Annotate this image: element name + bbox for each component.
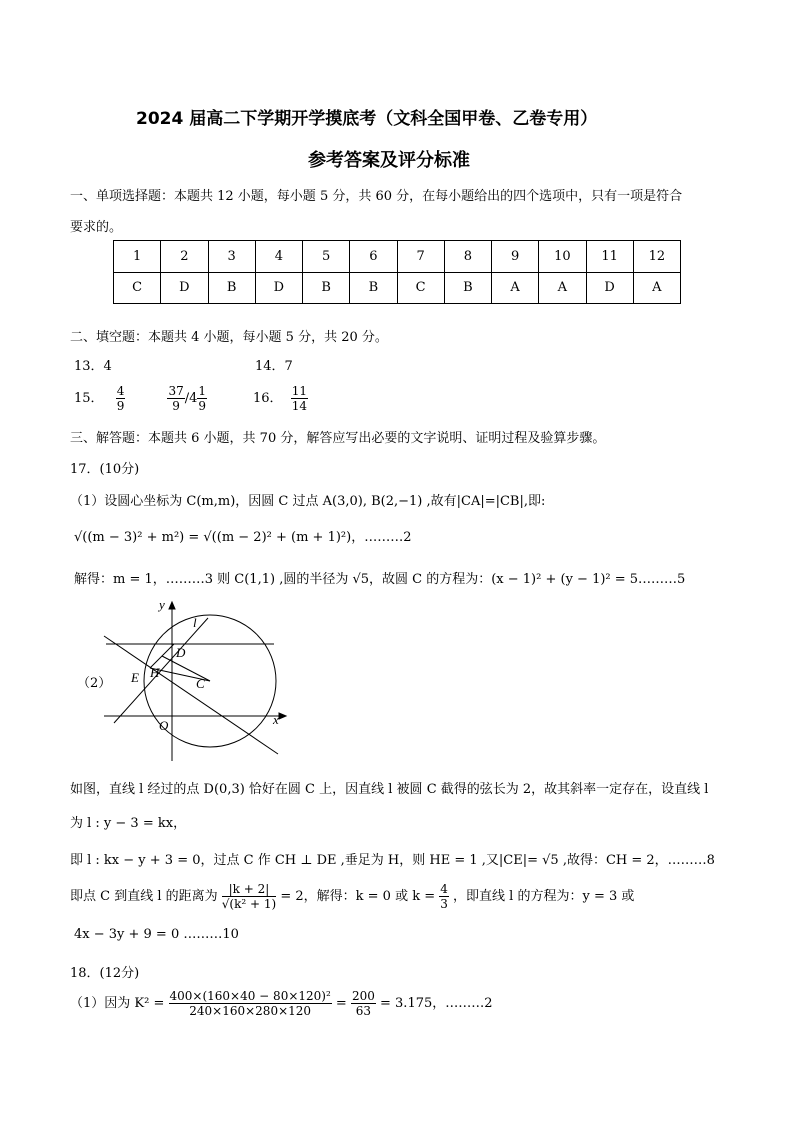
denominator: 14 [291, 399, 307, 413]
table-cell: 9 [492, 241, 539, 273]
q18-eq: = [335, 996, 347, 1011]
table-cell: 10 [539, 241, 586, 273]
table-cell: A [492, 272, 539, 304]
label-x: x [273, 712, 279, 727]
answer-16-label: 16． [253, 391, 283, 406]
fraction [169, 989, 332, 1018]
fraction-separator: /4 [184, 391, 198, 406]
table-cell: 6 [350, 241, 397, 273]
circle-line-figure [100, 596, 290, 766]
answer-15 [74, 384, 207, 414]
section2-heading: 二、填空题：本题共 4 小题，每小题 5 分，共 20 分。 [70, 330, 388, 345]
q17-line5: 为 l : y − 3 = kx， [70, 816, 187, 831]
table-cell: B [350, 272, 397, 304]
answer-15-label: 15． [74, 391, 104, 406]
answer-14: 14．7 [255, 359, 293, 374]
fraction [291, 384, 308, 413]
section3-heading: 三、解答题：本题共 6 小题，共 70 分，解答应写出必要的文字说明、证明过程及验算步骤。 [70, 431, 606, 446]
table-cell: 7 [397, 241, 444, 273]
q17-line1: （1）设圆心坐标为 C(m,m)，因圆 C 过点 A(3,0), B(2,−1) ,故有|CA|=|CB|,即: [70, 494, 546, 509]
table-cell: C [397, 272, 444, 304]
table-cell: 2 [161, 241, 208, 273]
denominator: √(k² + 1) [221, 897, 277, 911]
q18-line1 [70, 984, 493, 1024]
q17-line3: 解得：m = 1，………3 则 C(1,1) ,圆的半径为 √5，故圆 C 的方程为：(x − 1)² + (y − 1)² = 5………5 [74, 572, 686, 587]
fraction [116, 384, 126, 413]
page-subtitle: 参考答案及评分标准 [308, 150, 470, 171]
answer-16 [253, 384, 308, 414]
page-title: 2024 届高二下学期开学摸底考（文科全国甲卷、乙卷专用） [136, 109, 598, 129]
table-cell: A [539, 272, 586, 304]
numerator: 11 [291, 384, 307, 398]
label-e: E [131, 670, 139, 685]
fraction [222, 882, 276, 911]
table-cell: 5 [303, 241, 350, 273]
answer-table [113, 240, 681, 304]
denominator: 240×160×280×120 [189, 1004, 312, 1018]
numerator: 1 [198, 384, 207, 398]
fraction [167, 384, 184, 413]
q17-line7 [70, 878, 634, 916]
table-cell: 4 [255, 241, 302, 273]
table-cell: B [303, 272, 350, 304]
x-axis-arrow [279, 713, 286, 719]
numerator: |k + 2| [222, 882, 276, 897]
section1-heading-line2: 要求的。 [70, 220, 123, 235]
denominator: 9 [172, 399, 180, 413]
fraction [197, 384, 207, 413]
q17-line2: √((m − 3)² + m²) = √((m − 2)² + (m + 1)²)，………2 [74, 530, 412, 545]
label-o: O [159, 718, 169, 733]
numerator: 4 [440, 882, 448, 896]
denominator: 9 [198, 399, 207, 413]
numerator: 400×(160×40 − 80×120)² [169, 989, 331, 1003]
q17-line4: 如图，直线 l 经过的点 D(0,3) 恰好在圆 C 上，因直线 l 被圆 C 截得的弦长为 2，故其斜率一定存在，设直线 l [70, 782, 709, 797]
denominator: 9 [116, 399, 125, 413]
q17-line8: 4x − 3y + 9 = 0 ………10 [74, 927, 239, 942]
q17-line6: 即 l : kx − y + 3 = 0，过点 C 作 CH ⊥ DE ,垂足为 H，则 HE = 1 ,又|CE|= √5 ,故得：CH = 2，………8 [70, 853, 715, 868]
section1-heading-line1: 一、单项选择题：本题共 12 小题，每小题 5 分，共 60 分，在每小题给出的四个选项中，只有一项是符合 [70, 189, 683, 204]
label-c: C [196, 676, 205, 691]
numerator: 37 [168, 384, 184, 398]
q17-line7-pre: 即点 C 到直线 l 的距离为 [70, 889, 218, 904]
q18-label: 18．(12分) [70, 966, 140, 981]
q17-label: 17．(10分) [70, 462, 140, 477]
table-cell: 11 [586, 241, 633, 273]
table-cell: 3 [208, 241, 255, 273]
q18-post: = 3.175，………2 [380, 996, 493, 1011]
y-axis-arrow [169, 602, 175, 609]
table-cell: 12 [633, 241, 680, 273]
answer-13: 13．4 [74, 359, 112, 374]
numerator: 200 [351, 989, 375, 1003]
question-number-row [114, 241, 681, 273]
table-cell: C [114, 272, 161, 304]
q17-part2-label: （2） [77, 676, 112, 691]
q17-line7-post: ，即直线 l 的方程为：y = 3 或 [453, 889, 635, 904]
table-cell: D [586, 272, 633, 304]
table-cell: 8 [444, 241, 491, 273]
denominator: 3 [440, 897, 448, 911]
table-cell: D [161, 272, 208, 304]
label-d: D [176, 645, 186, 660]
label-l: l [193, 615, 197, 630]
q17-line7-mid: = 2，解得：k = 0 或 k = [280, 889, 436, 904]
label-h: H [150, 665, 160, 680]
denominator: 63 [355, 1004, 372, 1018]
table-cell: A [633, 272, 680, 304]
table-cell: B [444, 272, 491, 304]
table-cell: 1 [114, 241, 161, 273]
table-cell: D [255, 272, 302, 304]
fraction [351, 989, 376, 1018]
numerator: 4 [116, 384, 125, 398]
secondary-line [104, 636, 278, 754]
answer-row [114, 272, 681, 304]
table-cell: B [208, 272, 255, 304]
fraction [439, 882, 449, 911]
label-y: y [159, 597, 165, 612]
q18-pre: （1）因为 K² = [70, 996, 165, 1011]
